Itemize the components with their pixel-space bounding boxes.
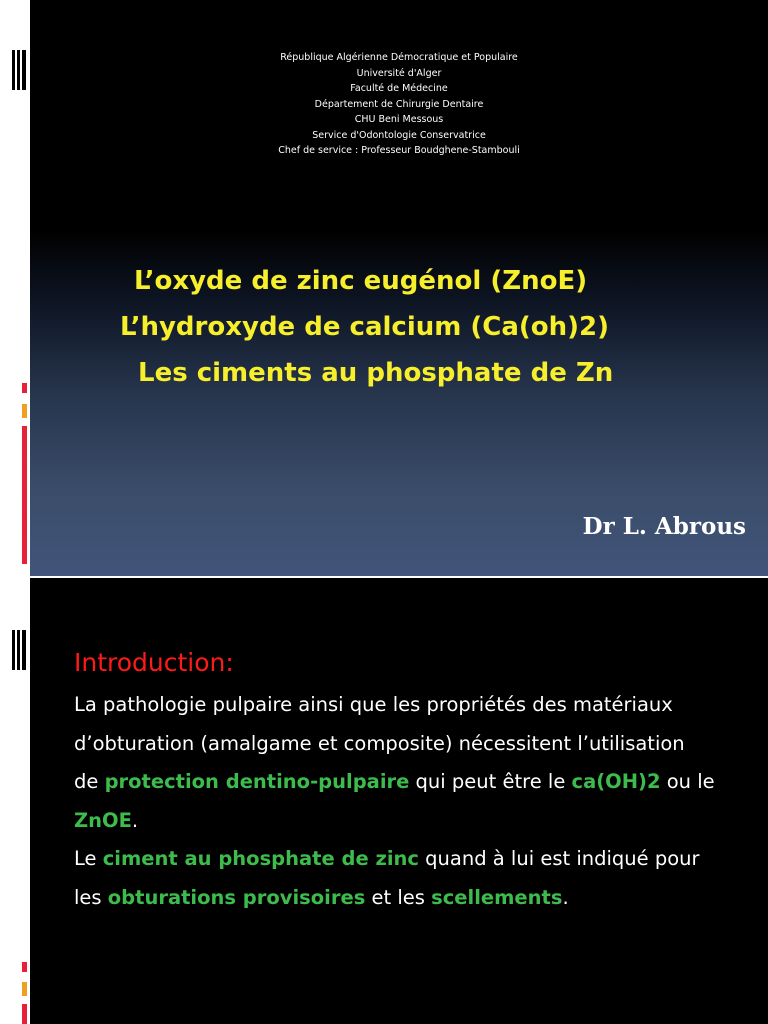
title-line: Les ciments au phosphate de Zn <box>138 358 614 388</box>
title-line: L’hydroxyde de calcium (Ca(oh)2) <box>120 312 609 342</box>
highlight-term: obturations provisoires <box>107 885 366 909</box>
body-text: les <box>74 885 108 909</box>
institution-header <box>30 50 768 159</box>
body-text: Le <box>74 847 103 870</box>
highlight-term: scellements <box>431 885 563 909</box>
body-text: . <box>131 808 139 832</box>
body-text: ou le <box>660 770 715 793</box>
decor-accent-orange <box>22 404 27 418</box>
decor-accent-red-bottom <box>22 1004 27 1024</box>
body-text: qui peut être le <box>409 770 572 793</box>
header-line: CHU Beni Messous <box>354 114 444 125</box>
body-text: d’obturation (amalgame et composite) nécessitent l’utilisation <box>74 731 685 755</box>
highlight-term: ZnOE <box>74 808 132 832</box>
highlight-term: ca(OH)2 <box>571 770 661 793</box>
highlight-term: ciment au phosphate de zinc <box>102 847 419 870</box>
body-line <box>74 879 754 918</box>
introduction-body <box>74 686 754 917</box>
body-text: La pathologie pulpaire ainsi que les propriétés des matériaux <box>74 693 673 716</box>
body-line <box>74 725 754 764</box>
body-text: et les <box>365 885 432 909</box>
author-name: Dr L. Abrous <box>582 513 746 540</box>
header-line: Département de Chirurgie Dentaire <box>314 98 484 110</box>
body-text: . <box>562 885 569 909</box>
body-line <box>74 686 754 725</box>
slide-introduction <box>0 578 768 1024</box>
highlight-term: protection dentino-pulpaire <box>104 770 410 793</box>
header-line: Université d'Alger <box>356 67 442 79</box>
decor-accent-orange <box>22 982 27 996</box>
header-line: Chef de service : Professeur Boudghene-Stambouli <box>278 145 520 156</box>
header-line: Faculté de Médecine <box>350 83 448 94</box>
title-line: L’oxyde de zinc eugénol (ZnoE) <box>134 266 588 296</box>
decor-accent-red-top <box>22 383 27 393</box>
slide-title-block <box>30 258 768 396</box>
decor-accent-red-bottom <box>22 426 27 564</box>
decor-bars-top <box>12 50 26 90</box>
body-text: de <box>74 770 105 793</box>
header-line: République Algérienne Démocratique et Populaire <box>280 52 518 63</box>
body-line <box>74 802 754 841</box>
body-line <box>74 763 754 802</box>
decor-bars-top <box>12 630 26 670</box>
decor-accent-red-top <box>22 962 27 972</box>
header-line: Service d'Odontologie Conservatrice <box>312 129 486 141</box>
body-text: quand à lui est indiqué pour <box>418 847 700 870</box>
introduction-heading: Introduction: <box>74 648 234 677</box>
body-line <box>74 840 754 879</box>
